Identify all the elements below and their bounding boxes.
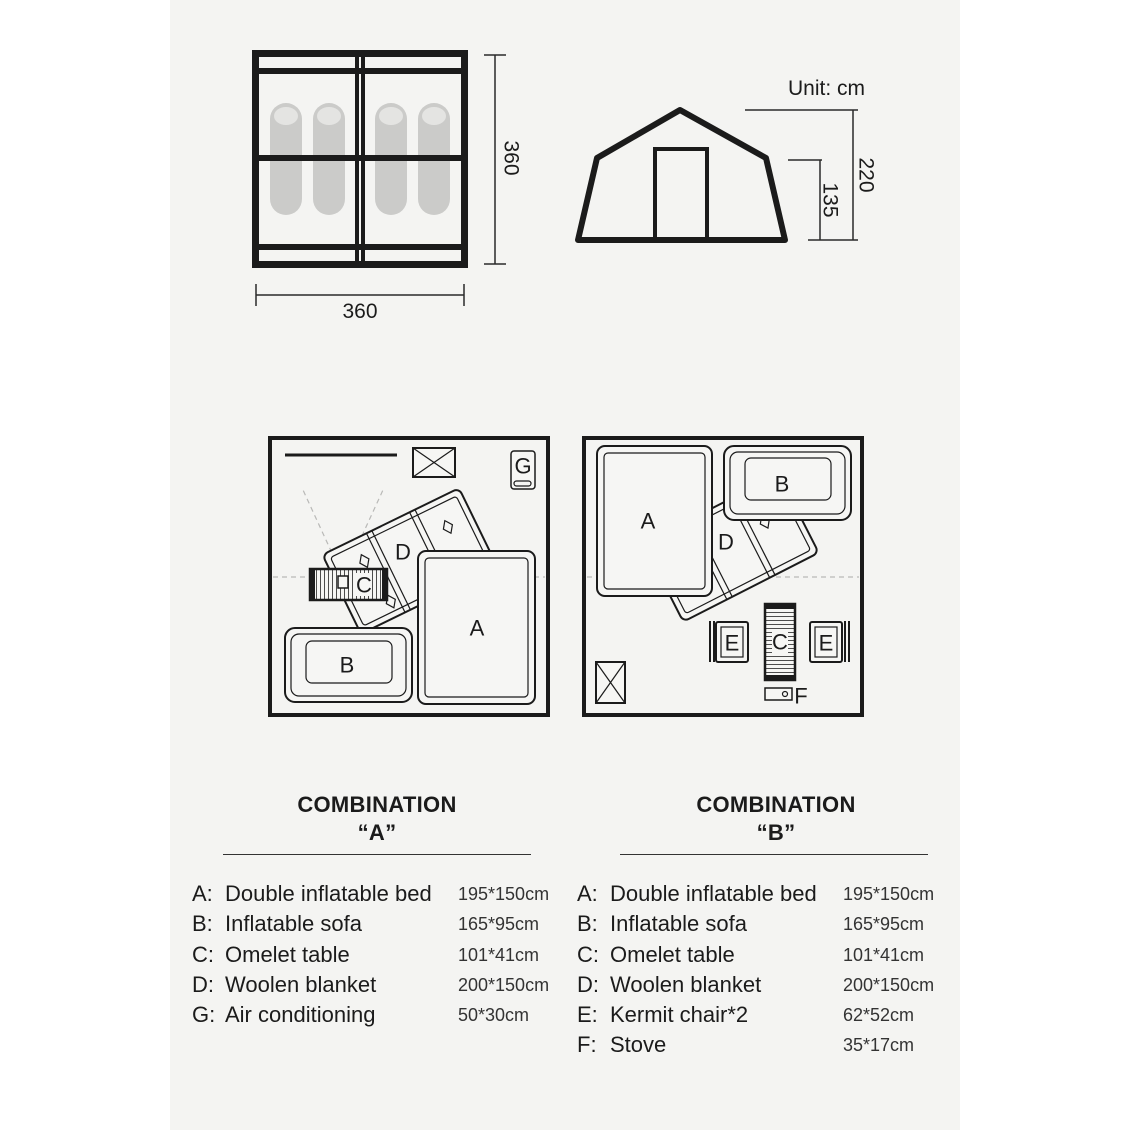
kermit-chair-right [810,621,849,662]
bed-label: A [640,508,656,534]
combination-b-list [577,880,957,1080]
list-item [192,971,572,999]
item-key: D: [192,972,214,997]
item-name: Inflatable sofa [225,911,362,936]
width-dimension [256,284,464,323]
storage-crate-icon [413,448,455,477]
item-size: 195*150cm [458,884,550,904]
item-name: Omelet table [610,942,735,967]
item-key: B: [192,911,213,936]
width-label: 360 [342,300,378,323]
table-label: C [772,629,788,655]
tent-profile [578,110,785,240]
item-size: 200*150cm [843,975,935,995]
item-name: Omelet table [225,942,350,967]
storage-crate-icon [596,662,625,703]
chair-label: E [724,630,740,656]
item-name: Air conditioning [225,1002,376,1027]
item-size: 165*95cm [458,914,540,934]
item-key: C: [577,942,599,967]
layout-combination-a [270,438,548,715]
item-name: Woolen blanket [610,972,762,997]
combination-a-title: COMBINATION [297,792,457,817]
item-key: A: [577,881,598,906]
air-conditioner [511,451,535,489]
list-item [192,941,572,969]
combination-b-divider [620,854,928,855]
tent-side-view [578,110,785,240]
sofa-label: B [774,471,790,497]
list-item [192,880,572,908]
sofa-label: B [339,652,355,678]
lamp-icon [338,576,348,588]
floor-plan-top-view [255,53,465,265]
item-size: 101*41cm [843,945,925,965]
layout-combination-b [584,438,862,715]
item-name: Double inflatable bed [225,881,432,906]
wall-height-label: 135 [818,182,842,218]
item-key: D: [577,972,599,997]
stove-label: F [794,683,808,709]
item-key: A: [192,881,213,906]
item-name: Double inflatable bed [610,881,817,906]
inflatable-sofa [724,446,851,520]
depth-label: 360 [499,140,523,176]
item-key: B: [577,911,598,936]
list-item [192,910,572,938]
list-item [577,880,957,908]
item-name: Inflatable sofa [610,911,747,936]
item-name: Stove [610,1032,667,1057]
air-conditioner-label: G [514,453,532,479]
inflatable-sofa [285,628,412,702]
item-size: 195*150cm [843,884,935,904]
item-size: 50*30cm [458,1005,530,1025]
combination-a-divider [223,854,531,855]
item-key: E: [577,1002,598,1027]
blanket-label: D [395,539,411,565]
combination-b-name: “B” [756,820,796,845]
table-label: C [356,572,372,598]
ridge-height-label: 220 [854,157,878,193]
chair-label: E [818,630,834,656]
depth-dimension [484,55,523,264]
list-item [577,910,957,938]
bed-label: A [469,615,485,641]
item-size: 35*17cm [843,1035,915,1055]
list-item [577,971,957,999]
combination-b-title: COMBINATION [696,792,856,817]
list-item [577,941,957,969]
wall-height-dimension [788,160,842,240]
list-item [577,1001,957,1029]
kermit-chair-left [710,621,748,662]
unit-label: Unit: cm [788,77,866,100]
item-size: 101*41cm [458,945,540,965]
item-name: Woolen blanket [225,972,377,997]
item-size: 165*95cm [843,914,925,934]
list-item [192,1001,572,1029]
item-key: G: [192,1002,216,1027]
double-inflatable-bed [418,551,535,704]
omelet-table [765,604,795,680]
item-key: C: [192,942,214,967]
stove [765,684,808,709]
list-item [577,1031,957,1059]
item-size: 62*52cm [843,1005,915,1025]
blanket-label: D [718,529,734,555]
combination-a-list [192,880,572,1080]
tent-door [655,149,707,240]
omelet-table [310,569,387,600]
item-key: F: [577,1032,597,1057]
item-name: Kermit chair*2 [610,1002,749,1027]
item-size: 200*150cm [458,975,550,995]
combination-a-name: “A” [357,820,397,845]
double-inflatable-bed [597,446,712,596]
ridge-height-dimension [745,110,878,240]
